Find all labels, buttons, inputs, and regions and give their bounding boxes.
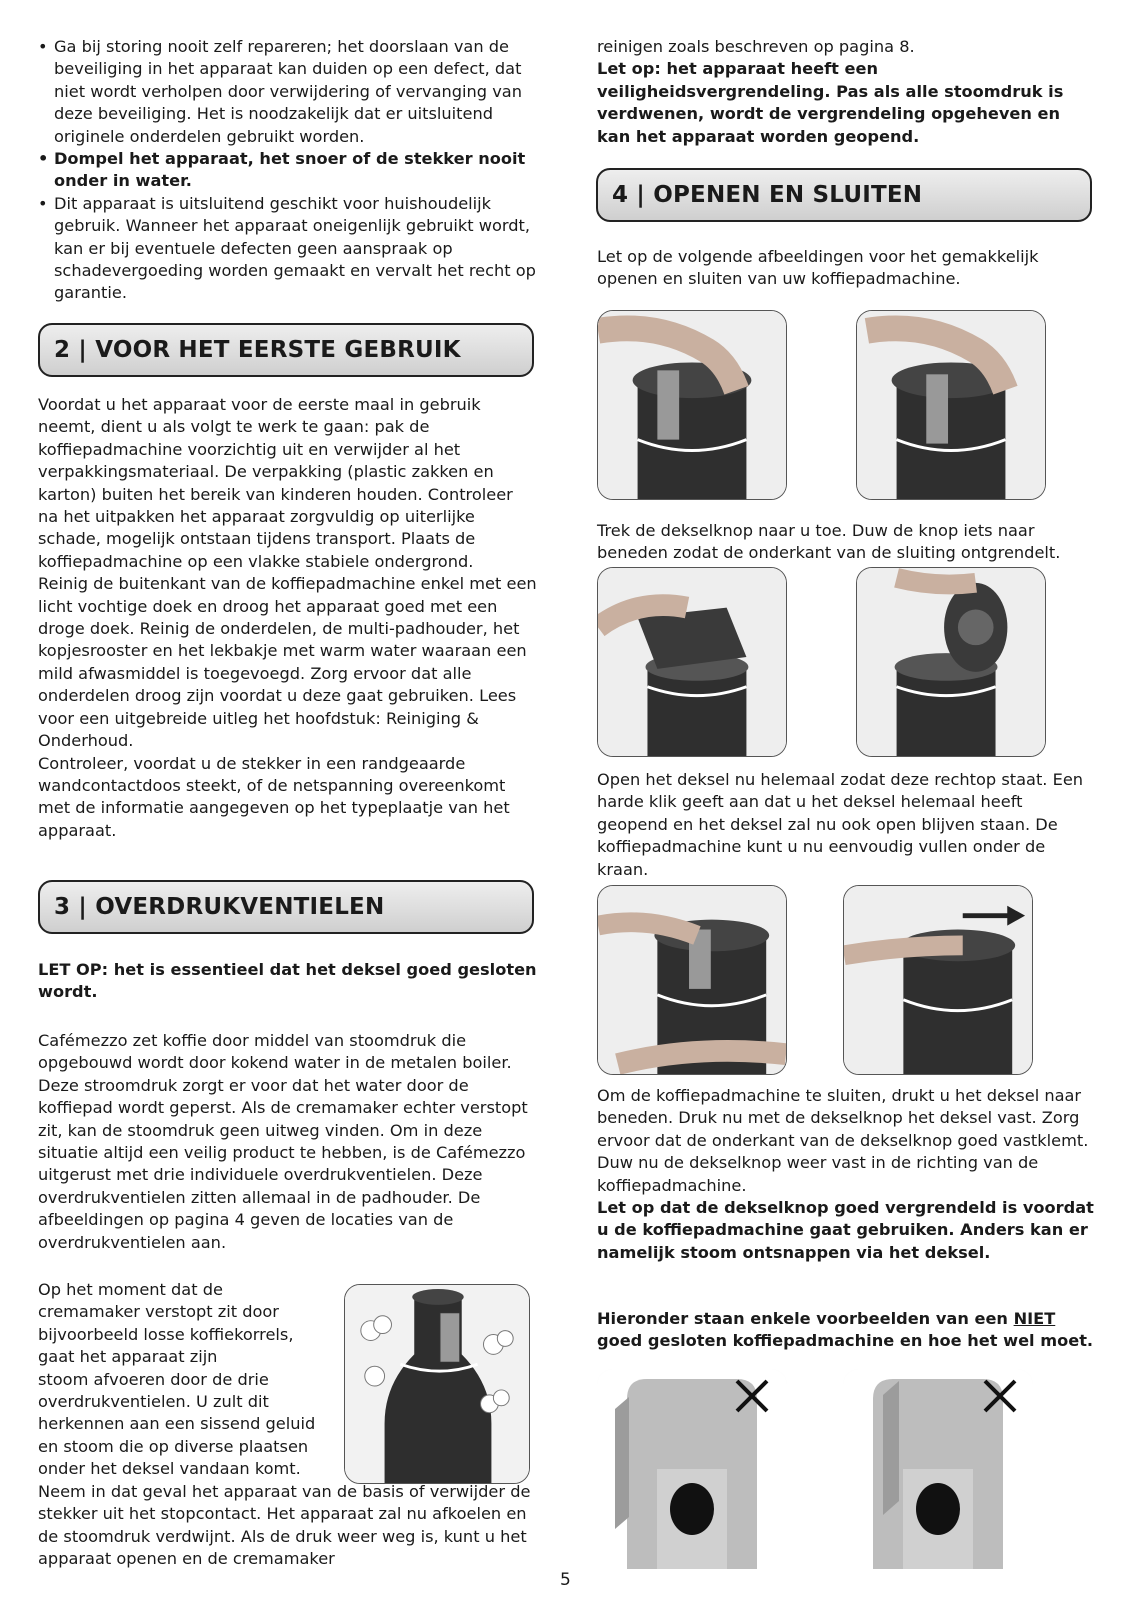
section-3-side-text xyxy=(38,1279,338,1481)
side-line: onder het deksel vandaan komt. xyxy=(38,1459,301,1479)
bullet-water: • Dompel het apparaat, het snoer of de stekker nooit onder in water. xyxy=(38,148,538,193)
side-line: en stoom die op diverse plaatsen xyxy=(38,1436,309,1456)
section-3-paragraph: Cafémezzo zet koffie door middel van stoomdruk die opgebouwd wordt door kokend water in de metalen boiler. Deze stroomdruk zorgt er voor dat het water door de koffiepad wordt geperst. Als de cremamaker echter verstopt zit, kan de stoomdruk geen uitweg vinden. Om in deze situatie altijd een veilig product te hebben, is de Cafémezzo uitgerust met drie individuele overdrukventielen. Deze overdrukventielen zitten allemaal in de padhouder. De afbeeldingen op pagina 4 geven de locaties van de overdrukventielen aan. xyxy=(38,1031,528,1252)
safety-lock-note: Let op: het apparaat heeft een veiligheidsvergrendeling. Pas als alle stoomdruk is verdwenen, wordt de vergrendeling opgeheven en kan het apparaat worden geopend. xyxy=(597,59,1064,146)
caption-2-text: Open het deksel nu helemaal zodat deze rechtop staat. Een harde klik geeft aan dat u het deksel helemaal heeft geopend en het deksel zal nu ook open blijven staan. De koffiepadmachine kunt u nu eenvoudig vullen onder de kraan. xyxy=(597,770,1084,879)
caption-3c-text: Let op dat de dekselknop goed vergrendeld is voordat u de koffiepadmachine gaat gebruiken. Anders kan er namelijk stoom ontsnappen via het deksel. xyxy=(597,1198,1094,1262)
photo-open-lid-1 xyxy=(597,567,787,757)
section-4-intro xyxy=(597,246,1097,291)
section-3-tail-text: Neem in dat geval het apparaat van de basis of verwijder de stekker uit het stopcontact. Het apparaat zal nu afkoelen en de stoomdruk verdwijnt. Als de druk weer weg is, kunt u het apparaat openen en de cremamaker xyxy=(38,1482,531,1569)
section-4-intro-text: Let op de volgende afbeeldingen voor het gemakkelijk openen en sluiten van uw koffiepadmachine. xyxy=(597,247,1039,289)
side-line: herkennen aan een sissend geluid xyxy=(38,1414,316,1434)
photo-wrong-closed-2 xyxy=(843,1369,1033,1569)
examples-pre: Hieronder staan enkele voorbeelden van een xyxy=(597,1309,1014,1328)
side-line: Op het moment dat de xyxy=(38,1280,223,1299)
continuation-text xyxy=(597,36,1097,148)
bullet-repair: • Ga bij storing nooit zelf repareren; het doorslaan van de beveiliging in het apparaat kan duiden op een defect, dat niet wordt verholpen door verwijdering of vervanging van deze beveiliging. Het is noodzakelijk dat er uitsluitend originele onderdelen gebruikt worden. xyxy=(38,36,538,148)
section-2-paragraph-2: Reinig de buitenkant van de koffiepadmachine enkel met een licht vochtige doek en droog het apparaat goed met een droge doek. Reinig de onderdelen, de multi-padhouder, het kopjesrooster en het lekbakje met warm water waaraan een mild afwasmiddel is toegevoegd. Zorg ervoor dat alle onderdelen droog zijn voordat u deze gaat gebruiken. Lees voor een uitgebreide uitleg het hoofdstuk: Reiniging & Onderhoud. xyxy=(38,574,537,751)
side-line: overdrukventielen. U zult dit xyxy=(38,1392,269,1412)
caption-1-text: Trek de dekselknop naar u toe. Duw de knop iets naar beneden zodat de onderkant van de sluiting ontgrendelt. xyxy=(597,521,1061,563)
side-line: cremamaker verstopt zit door xyxy=(38,1302,279,1322)
safety-bullets xyxy=(38,36,538,305)
section-3-header: 3 | OVERDRUKVENTIELEN xyxy=(38,880,534,934)
section-3-body xyxy=(38,1030,538,1254)
examples-note-text xyxy=(597,1308,1097,1353)
steam-photo xyxy=(344,1284,530,1484)
section-2-body xyxy=(38,394,538,842)
photo-pull-knob-1 xyxy=(597,310,787,500)
section-4-header: 4 | OPENEN EN SLUITEN xyxy=(596,168,1092,222)
photo-close-lid-2 xyxy=(843,885,1033,1075)
caption-3 xyxy=(597,1085,1097,1264)
bullet-household: • Dit apparaat is uitsluitend geschikt voor huishoudelijk gebruik. Wanneer het apparaat oneigenlijk gebruikt wordt, kan er bij eventuele defecten geen aanspraak op schadevergoeding worden gemaakt en vervalt het recht op garantie. xyxy=(38,193,538,305)
examples-niet: NIET xyxy=(1013,1309,1056,1328)
caption-3a-text: Om de koffiepadmachine te sluiten, drukt u het deksel naar beneden. Druk nu met de dekselknop het deksel vast. Zorg ervoor dat de onderkant van de dekselknop goed vastklemt. xyxy=(597,1086,1089,1150)
examples-post: goed gesloten koffiepadmachine en hoe het wel moet. xyxy=(597,1331,1094,1351)
photo-pull-knob-2 xyxy=(856,310,1046,500)
steam-illustration-icon xyxy=(345,1285,529,1483)
caption-3b-text: Duw nu de dekselknop weer vast in de richting van de koffiepadmachine. xyxy=(597,1153,1039,1195)
section-3-tail xyxy=(38,1481,538,1571)
caption-1 xyxy=(597,520,1097,565)
section-2-header: 2 | VOOR HET EERSTE GEBRUIK xyxy=(38,323,534,377)
photo-open-lid-2 xyxy=(856,567,1046,757)
side-line: bijvoorbeeld losse koffiekorrels, xyxy=(38,1324,294,1344)
photo-close-lid-1 xyxy=(597,885,787,1075)
section-3-warning xyxy=(38,959,538,1004)
side-line: stoom afvoeren door de drie xyxy=(38,1369,269,1389)
section-2-paragraph-3: Controleer, voordat u de stekker in een randgeaarde wandcontactdoos steekt, of de netspanning overeenkomt met de informatie aangegeven op het typeplaatje van het apparaat. xyxy=(38,753,510,840)
photo-wrong-closed-1 xyxy=(597,1369,787,1569)
examples-note xyxy=(597,1308,1097,1353)
section-3-warning-text: LET OP: het is essentieel dat het deksel goed gesloten wordt. xyxy=(38,960,537,1002)
caption-2 xyxy=(597,769,1097,881)
page-number: 5 xyxy=(560,1570,571,1590)
section-2-paragraph-1: Voordat u het apparaat voor de eerste maal in gebruik neemt, dient u als volgt te werk te gaan: pak de koffiepadmachine voorzichtig uit en verwijder al het verpakkingsmateriaal. De verpakking (plastic zakken en karton) buiten het bereik van kinderen houden. Controleer na het uitpakken het apparaat zorgvuldig op uiterlijke schade, mogelijk ontstaan tijdens transport. Plaats de koffiepadmachine op een vlakke stabiele ondergrond. xyxy=(38,395,513,571)
continuation-line: reinigen zoals beschreven op pagina 8. xyxy=(597,37,915,56)
side-line: gaat het apparaat zijn xyxy=(38,1347,218,1367)
